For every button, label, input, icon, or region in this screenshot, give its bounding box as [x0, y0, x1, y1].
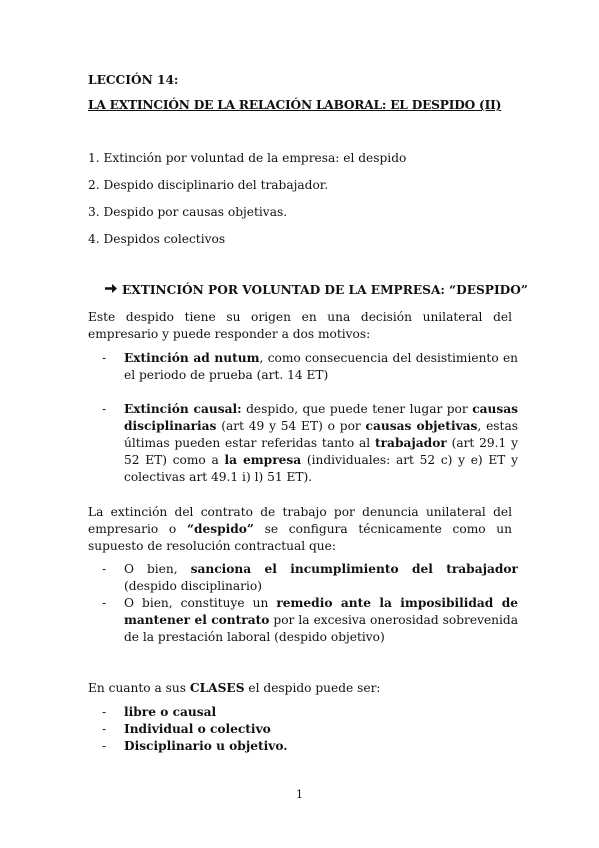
- toc-item: 2. Despido disciplinario del trabajador.: [88, 178, 329, 192]
- motive-bold: la empresa: [224, 453, 302, 467]
- list-item: [88, 721, 518, 738]
- option-text: O bien,: [124, 562, 191, 576]
- definition-text: La extinción del contrato de trabajo por denuncia unilateral del empresario o: [88, 505, 512, 536]
- class-item: libre o causal: [124, 705, 217, 719]
- definition-bold: “despido”: [186, 522, 254, 536]
- section-heading: [105, 282, 528, 299]
- toc-item: 3. Despido por causas objetivas.: [88, 205, 288, 219]
- option-bold: sanciona el incumplimiento del trabajador: [190, 562, 518, 576]
- motive-text: , como consecuencia del desistimiento en el periodo de prueba (art. 14 ET): [124, 351, 519, 382]
- motive-term: Extinción causal:: [124, 402, 242, 416]
- list-item: [88, 704, 518, 721]
- dash-marker: -: [102, 402, 107, 416]
- dash-marker: -: [102, 351, 107, 365]
- dash-marker: -: [102, 705, 107, 719]
- toc-item: 4. Despidos colectivos: [88, 232, 226, 246]
- motive-bold: causas disciplinarias: [124, 402, 518, 433]
- option-text: O bien, constituye un: [124, 596, 277, 610]
- classes-text: En cuanto a sus: [88, 681, 190, 695]
- motive-bold: trabajador: [375, 436, 447, 450]
- list-item: [88, 350, 518, 384]
- option-bold: remedio ante la imposibilidad de mantener el contrato: [124, 596, 518, 627]
- list-item: [88, 401, 518, 486]
- motive-text: , estas últimas pueden estar referidas tanto al: [124, 419, 518, 450]
- classes-list: [88, 704, 518, 755]
- motive-list-2: [88, 401, 518, 486]
- class-item: Individual o colectivo: [124, 722, 271, 736]
- option-text: por la excesiva onerosidad sobrevenida de la prestación laboral (despido objetivo): [124, 613, 519, 644]
- motive-list: [88, 350, 518, 384]
- motive-text: (art 29.1 y 52 ET) como a: [124, 436, 518, 467]
- toc-item: 1. Extinción por voluntad de la empresa: el despido: [88, 151, 407, 165]
- dash-marker: -: [102, 722, 107, 736]
- page-title: LA EXTINCIÓN DE LA RELACIÓN LABORAL: EL DESPIDO (II): [88, 98, 502, 112]
- motive-text: (individuales: art 52 c) y e) ET y colectivas art 49.1 i) l) 51 ET).: [124, 453, 519, 484]
- motive-text: despido, que puede tener lugar por: [241, 402, 473, 416]
- definition-paragraph: [88, 504, 512, 555]
- list-item: [88, 561, 518, 595]
- motive-text: (art 49 y 54 ET) o por: [216, 419, 366, 433]
- motive-bold: causas objetivas: [365, 419, 478, 433]
- definition-text: se configura técnicamente como un supuesto de resolución contractual que:: [88, 522, 513, 553]
- classes-bold: CLASES: [189, 681, 245, 695]
- list-item: [88, 595, 518, 646]
- classes-text: el despido puede ser:: [244, 681, 381, 695]
- dash-marker: -: [102, 562, 107, 576]
- class-item: Disciplinario u objetivo.: [124, 739, 288, 753]
- table-of-contents: [88, 150, 406, 258]
- option-text: (despido disciplinario): [124, 579, 262, 593]
- intro-paragraph: Este despido tiene su origen en una decisión unilateral del empresario y puede responder a dos motivos:: [88, 310, 512, 341]
- arrow-right-icon: [105, 282, 122, 299]
- motive-term: Extinción ad nutum: [124, 351, 260, 365]
- dash-marker: -: [102, 739, 107, 753]
- dash-marker: -: [102, 596, 107, 610]
- list-item: [88, 738, 518, 755]
- lesson-label: LECCIÓN 14:: [88, 73, 179, 87]
- classes-intro: [88, 680, 381, 697]
- options-list: [88, 561, 518, 646]
- page-number: 1: [296, 788, 303, 801]
- section-heading-text: EXTINCIÓN POR VOLUNTAD DE LA EMPRESA: “DESPIDO”: [122, 283, 528, 297]
